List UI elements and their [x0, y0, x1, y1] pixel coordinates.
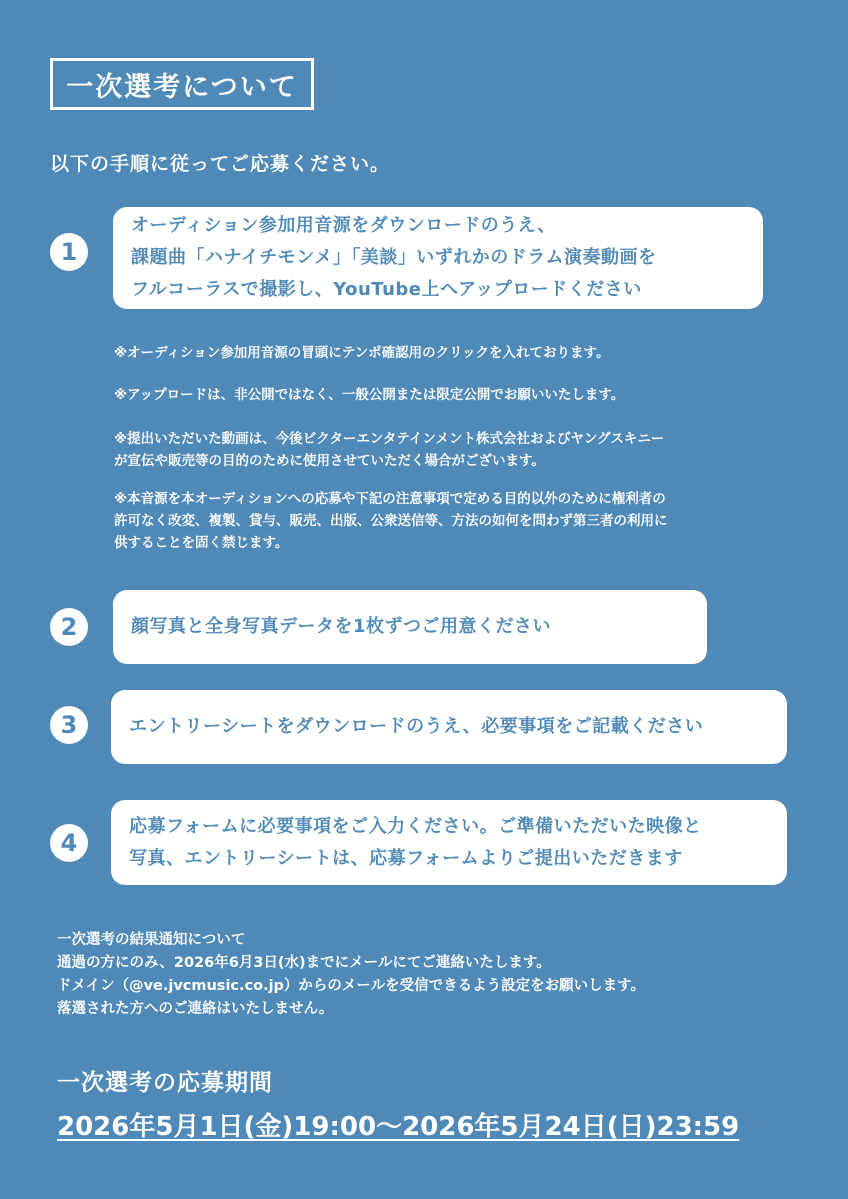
step-4-line-2: 写真、エントリーシートは、応募フォームよりご提出いただきます	[129, 847, 683, 869]
result-line-3: 落選された方へのご連絡はいたしません。	[57, 1001, 334, 1017]
step-1-box	[113, 207, 763, 309]
step-number-1: 1	[50, 233, 88, 271]
step-2-box	[113, 590, 707, 664]
period-dates: 2026年5月1日(金)19:00～2026年5月24日(日)23:59	[57, 1112, 740, 1142]
result-line-2: ドメイン（@ve.jvcmusic.co.jp）からのメールを受信できるよう設定をお願いします。	[57, 978, 645, 994]
note-1-line-1: ※オーディション参加用音源の冒頭にテンポ確認用のクリックを入れております。	[114, 345, 610, 361]
step-4-line-1: 応募フォームに必要事項をご入力ください。ご準備いただいた映像と	[129, 815, 702, 837]
step-3-line-1: エントリーシートをダウンロードのうえ、必要事項をご記載ください	[129, 716, 704, 737]
note-3-line-1: ※提出いただいた動画は、今後ビクターエンタテインメント株式会社およびヤングスキニー	[114, 431, 665, 447]
section-title: 一次選考について	[50, 58, 314, 110]
step-3-box	[111, 690, 787, 764]
note-4-line-2: 許可なく改変、複製、貸与、販売、出版、公衆送信等、方法の如何を問わず第三者の利用に	[114, 513, 668, 529]
step-1-line-1: オーディション参加用音源をダウンロードのうえ、	[131, 215, 556, 236]
step-1-line-2: 課題曲「ハナイチモンメ」「美談」いずれかのドラム演奏動画を	[131, 247, 657, 268]
period-heading: 一次選考の応募期間	[57, 1070, 273, 1096]
result-notice	[57, 929, 645, 1021]
note-4	[114, 488, 794, 554]
note-1	[114, 342, 794, 364]
note-3	[114, 428, 794, 472]
step-4-box	[111, 800, 787, 885]
note-2-line-1: ※アップロードは、非公開ではなく、一般公開または限定公開でお願いいたします。	[114, 387, 625, 403]
step-number-2: 2	[50, 608, 88, 646]
step-1-line-3: フルコーラスで撮影し、YouTube上へアップロードください	[131, 279, 642, 300]
intro-text: 以下の手順に従ってご応募ください。	[50, 153, 391, 175]
note-3-line-2: が宣伝や販売等の目的のために使用させていただく場合がございます。	[114, 453, 545, 469]
step-number-3: 3	[50, 706, 88, 744]
result-line-1: 通過の方にのみ、2026年6月3日(水)までにメールにてご連絡いたします。	[57, 955, 551, 971]
step-2-line-1: 顔写真と全身写真データを1枚ずつご用意ください	[131, 616, 552, 637]
step-number-4: 4	[50, 824, 88, 862]
note-4-line-3: 供することを固く禁じます。	[114, 535, 289, 551]
result-heading: 一次選考の結果通知について	[57, 932, 246, 948]
note-2	[114, 384, 794, 406]
note-4-line-1: ※本音源を本オーディションへの応募や下記の注意事項で定める目的以外のために権利者の	[114, 491, 666, 507]
